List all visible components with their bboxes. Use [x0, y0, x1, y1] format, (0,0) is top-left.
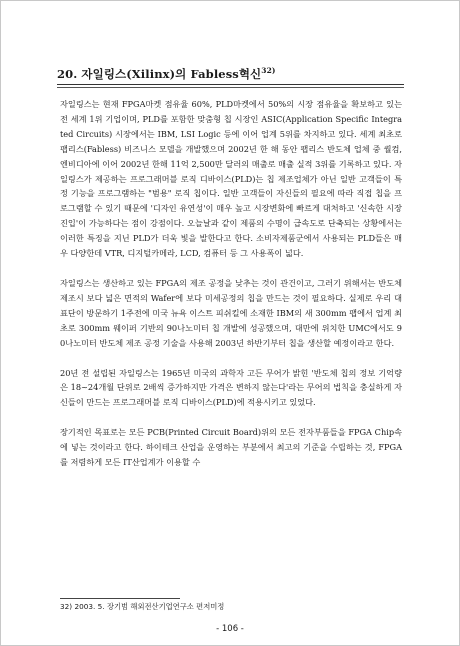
- footnote: 32) 2003. 5. 장기범 해외전산기업연구소 편저미정: [60, 602, 225, 611]
- section-title: [57, 66, 276, 82]
- paragraph-3: 20년 전 설립된 자일링스는 1965년 미국의 과학자 고든 무어가 밝힌 '반도체 칩의 정보 기억량은 18~24개월 단위로 2배씩 증가하지만 가격은 변하지 않는다'라는 무어의 법칙을 충실하게 자신들이 만드는 프로그래머블 로직 디바이스(PLD)에 적용시키고 있었다.: [60, 367, 402, 408]
- paragraph-4: 장기적인 목표로는 모든 PCB(Printed Circuit Board)위의 모든 전자부품들을 FPGA Chip속에 넣는 것이라고 한다. 하이테크 산업을 운영하는 부분에서 최고의 기준을 수립하는 것, FPGA를 저렴하게 모든 IT산업계가 이용할 수: [60, 427, 402, 468]
- footnote-reference: 32): [261, 66, 276, 76]
- page-number: - 106 -: [216, 624, 244, 634]
- title-underline-thin: [57, 87, 404, 88]
- section-title-text: 20. 자일링스(Xilinx)의 Fabless혁신: [57, 67, 262, 81]
- title-underline: [57, 84, 404, 85]
- paragraph-1: 자일링스는 현재 FPGA마켓 점유율 60%, PLD마켓에서 50%의 시장 점유율을 확보하고 있는 전 세계 1위 기업이며, PLD를 포함한 맞춤형 칩 시장인 ASIC(Application Specific Integrated Circuits) 시장에서는 IBM, LSI Logic 등에 이어 업계 5위를 차지하고 있다. 세계 최초로 팹리스(Fabless) 비즈니스 모델을 개발했으며 2002년 한 해 동안 팹리스 반도체 업체 중 퀄컴, 엔비디아에 이어 2002년 한해 11억 2,500만 달러의 매출로 매출 실적 3위를 기록하고 있다. 자일링스가 제공하는 프로그래머블 로직 디바이스(PLD)는 칩 제조업체가 아닌 일반 고객들이 특정 기능을 프로그램하는 "범용" 로직 칩이다. 일반 고객들이 자신들의 필요에 따라 직접 칩을 프로그램할 수 있기 때문에 '디자인 유연성'이 매우 높고 시장변화에 빠르게 대처하고 '신속한 시장 진입'이 가능하다는 점이 강점이다. 오늘날과 같이 제품의 수명이 급속도로 단축되는 상황에서는 이러한 특징을 지닌 PLD가 더욱 빛을 발한다고 한다. 소비자제품군에서 사용되는 PLD들은 매우 다양한데 VTR, 디지털카메라, LCD, 컴퓨터 등 그 사용폭이 넓다.: [60, 99, 402, 259]
- footnote-divider: [60, 598, 180, 599]
- paragraph-2: 자일링스는 생산하고 있는 FPGA의 제조 공정을 낮추는 것이 관건이고, 그러기 위해서는 반도체 제조시 보다 넓은 면적의 Wafer에 보다 미세공정의 칩을 만드는 것이 필요하다. 실제로 우리 대표단이 방문하기 1주전에 미국 뉴욕 이스트 피쉬킬에 소재한 IBM의 새 300mm 팹에서 업계 최초로 300mm 웨이퍼 기반의 90나노미터 칩 개발에 성공했으며, 대만에 위치한 UMC에서도 90나노미터 반도체 제조 공정 기술을 사용해 2003년 하반기부터 칩을 생산할 예정이라고 한다.: [60, 277, 402, 348]
- document-body: [60, 97, 402, 485]
